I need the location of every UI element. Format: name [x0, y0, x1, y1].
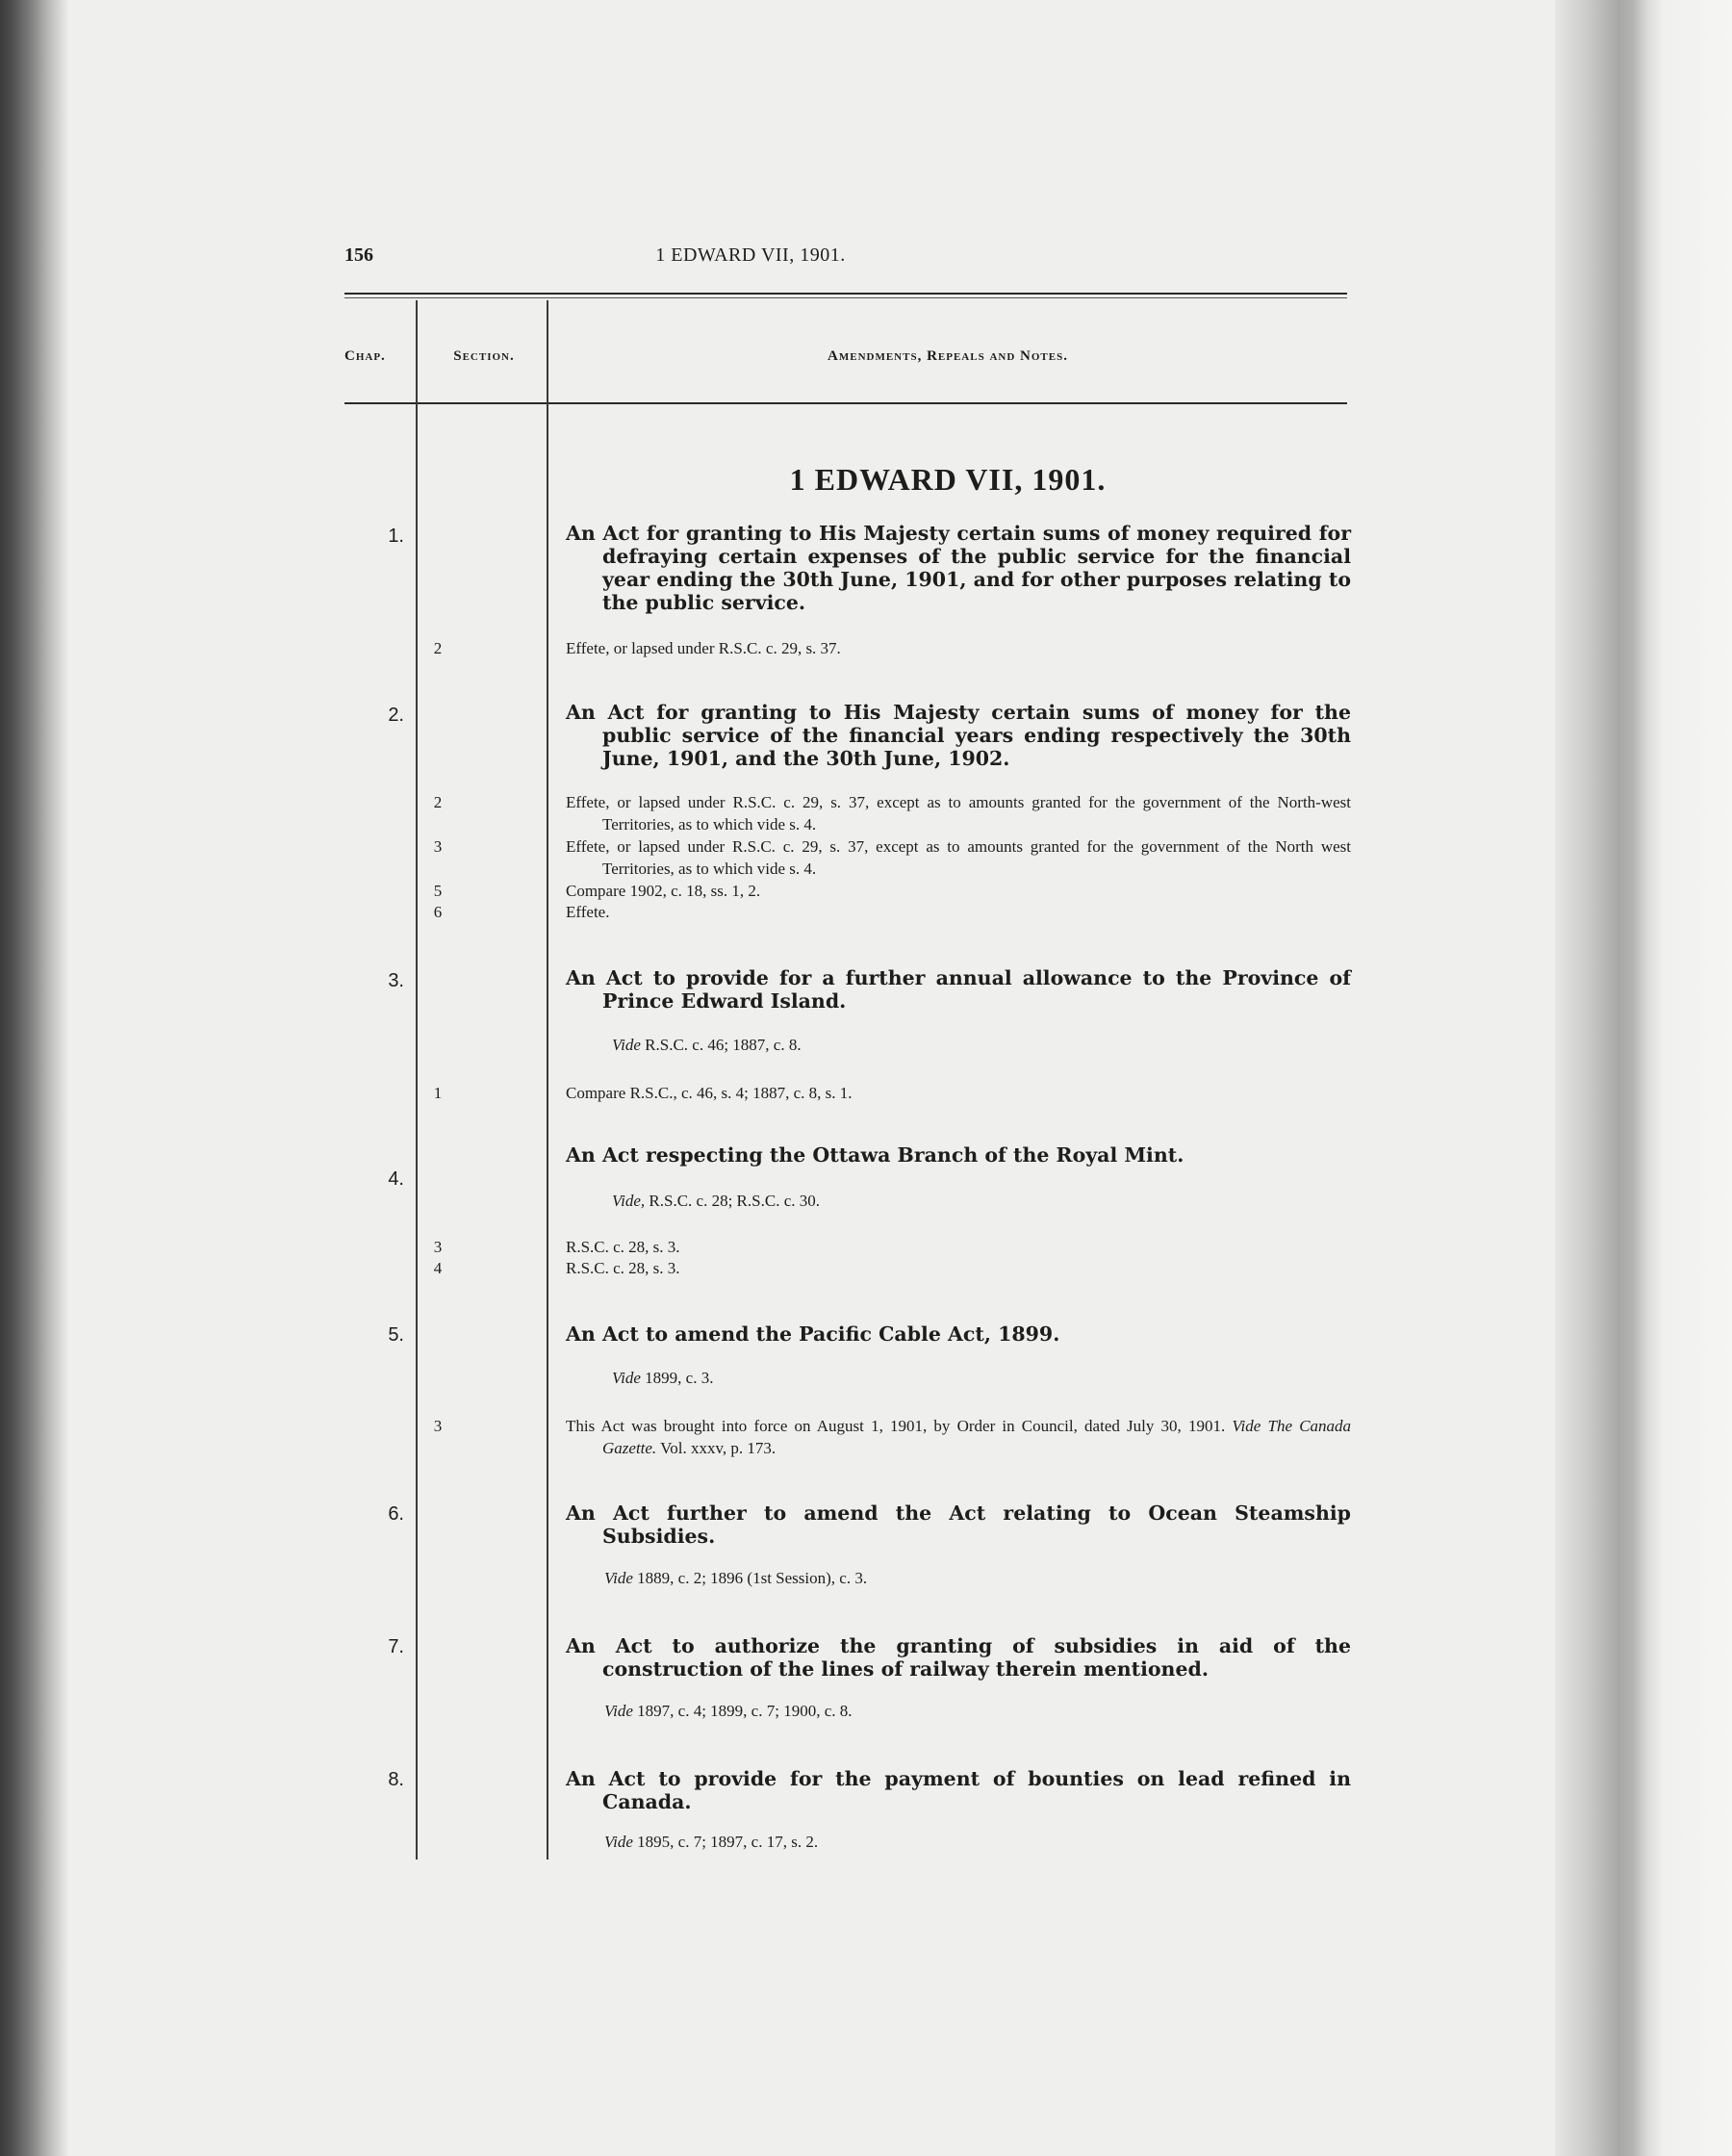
facing-page-edge [1555, 0, 1732, 2156]
vide-word: Vide [604, 1569, 633, 1587]
section-note: Effete, or lapsed under R.S.C. c. 29, s. 37, except as to amounts granted for the government of the North-west Territories, as to which vide s. 4. [566, 793, 1351, 834]
section-note: Compare 1902, c. 18, ss. 1, 2. [566, 882, 761, 900]
chapter-number: 7. [388, 1636, 404, 1657]
section-number: 2 [433, 793, 443, 811]
vide-word: Vide [1232, 1417, 1261, 1435]
section-number: 3 [433, 1238, 443, 1256]
chapter-title: An Act to authorize the granting of subsidies in aid of the construction of the lines of railway therein mentioned. [566, 1634, 1351, 1681]
vide-reference [612, 1192, 820, 1211]
running-head: 1 EDWARD VII, 1901. [655, 244, 846, 266]
year-heading: 1 EDWARD VII, 1901. [789, 462, 1107, 497]
chapter-number: 4. [388, 1168, 404, 1190]
vide-citation: R.S.C. c. 28; R.S.C. c. 30. [649, 1192, 820, 1210]
vide-citation: 1889, c. 2; 1896 (1st Session), c. 3. [637, 1569, 868, 1587]
vide-reference [604, 1833, 818, 1852]
section-number: 1 [433, 1084, 443, 1102]
chapter-title: An Act to provide for the payment of bounties on lead refined in Canada. [566, 1767, 1351, 1813]
vide-word: Vide [612, 1369, 641, 1387]
section-note: Effete. [566, 903, 610, 921]
chapter-title: An Act further to amend the Act relating to Ocean Steamship Subsidies. [566, 1502, 1351, 1548]
vide-word: Vide, [612, 1192, 646, 1210]
section-number: 3 [433, 1417, 443, 1435]
section-note [566, 1415, 1351, 1459]
section-note: R.S.C. c. 28, s. 3. [566, 1238, 680, 1256]
note-text: Vol. xxxv, p. 173. [660, 1439, 777, 1457]
vide-reference [604, 1702, 853, 1721]
vide-citation: 1897, c. 4; 1899, c. 7; 1900, c. 8. [637, 1702, 853, 1720]
section-number: 6 [433, 903, 443, 921]
section-number: 5 [433, 882, 443, 900]
section-note: Effete, or lapsed under R.S.C. c. 29, s. 37, except as to amounts granted for the government of the North west Territories, as to which vide s. 4. [566, 837, 1351, 878]
vide-reference [612, 1036, 802, 1055]
chapter-number: 2. [388, 705, 404, 726]
vide-word: Vide [612, 1036, 641, 1054]
chapter-number: 3. [388, 970, 404, 991]
column-header-chap: Chap. [344, 348, 386, 364]
note-text: This Act was brought into force on August 1, 1901, by Order in Council, dated July 30, 1901. [566, 1417, 1226, 1435]
chapter-title: An Act for granting to His Majesty certain sums of money for the public service of the financial years ending respectively the 30th June, 1901, and the 30th June, 1902. [566, 701, 1351, 770]
top-rule-thin [344, 297, 1347, 298]
section-number: 3 [433, 837, 443, 856]
section-number: 4 [433, 1259, 443, 1277]
chapter-title: An Act to amend the Pacific Cable Act, 1899. [566, 1322, 1060, 1346]
page-number: 156 [344, 244, 373, 266]
section-note: Effete, or lapsed under R.S.C. c. 29, s. 37. [566, 639, 841, 657]
chapter-number: 6. [388, 1503, 404, 1525]
vide-citation: 1899, c. 3. [645, 1369, 714, 1387]
section-number: 2 [433, 639, 443, 657]
column-header-section: Section. [453, 348, 515, 364]
column-divider-1 [416, 300, 418, 1860]
book-spine-shadow [0, 0, 69, 2156]
chapter-number: 8. [388, 1769, 404, 1790]
vide-reference [604, 1569, 867, 1588]
chapter-title: An Act respecting the Ottawa Branch of the Royal Mint. [566, 1143, 1184, 1167]
header-rule [344, 402, 1347, 404]
vide-word: Vide [604, 1702, 633, 1720]
column-divider-2 [547, 300, 548, 1860]
column-header-notes: Amendments, Repeals and Notes. [828, 348, 1068, 364]
chapter-title: An Act to provide for a further annual allowance to the Province of Prince Edward Island. [566, 966, 1351, 1013]
vide-citation: R.S.C. c. 46; 1887, c. 8. [645, 1036, 802, 1054]
vide-citation: 1895, c. 7; 1897, c. 17, s. 2. [637, 1833, 819, 1851]
chapter-number: 1. [388, 526, 404, 547]
gazette-reference: The Canada Gazette. [602, 1417, 1352, 1457]
vide-reference [612, 1369, 713, 1388]
section-note: Compare R.S.C., c. 46, s. 4; 1887, c. 8, s. 1. [566, 1084, 853, 1102]
chapter-number: 5. [388, 1324, 404, 1346]
vide-word: Vide [604, 1833, 633, 1851]
chapter-title: An Act for granting to His Majesty certain sums of money required for defraying certain expenses of the public service for the financial year ending the 30th June, 1901, and for other purposes relating to the public service. [566, 522, 1351, 614]
section-note: R.S.C. c. 28, s. 3. [566, 1259, 680, 1277]
top-rule [344, 293, 1347, 295]
